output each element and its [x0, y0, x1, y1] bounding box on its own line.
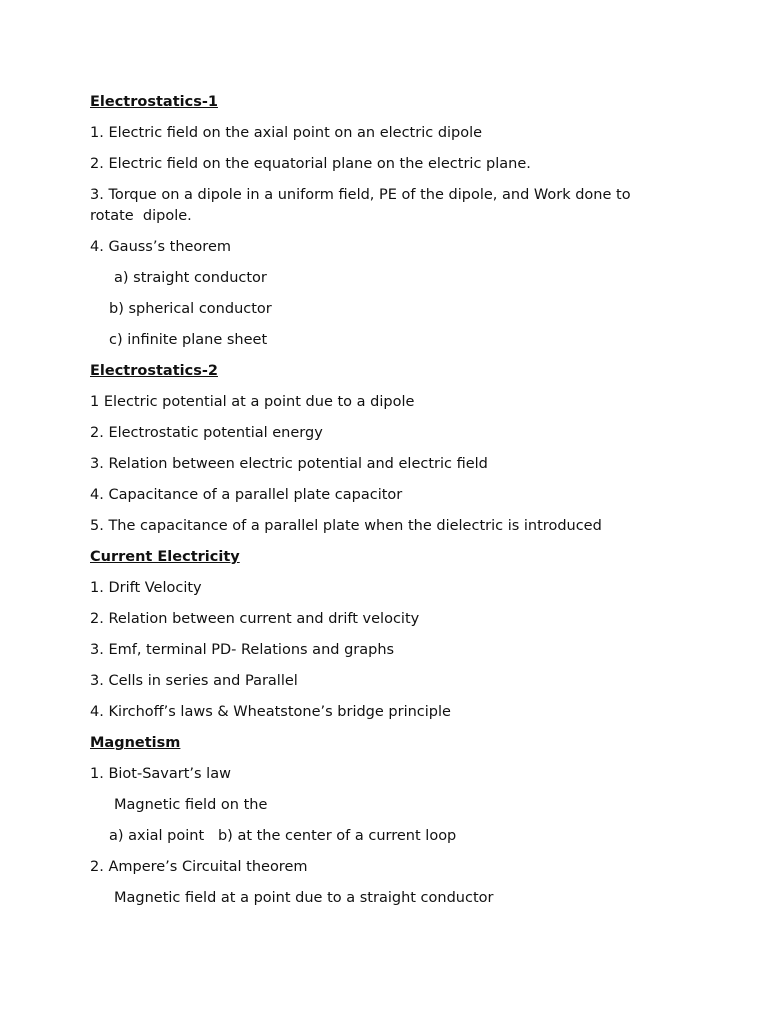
list-item: 2. Ampere’s Circuital theorem	[90, 859, 308, 875]
list-item: 4. Kirchoff’s laws & Wheatstone’s bridge principle	[90, 704, 451, 720]
list-item: 2. Electrostatic potential energy	[90, 425, 323, 441]
list-item: 1. Biot-Savart’s law	[90, 766, 231, 782]
sub-list-item: a) straight conductor	[114, 270, 267, 286]
list-item: 4. Capacitance of a parallel plate capacitor	[90, 487, 403, 503]
section-heading-electrostatics-1: Electrostatics-1	[90, 94, 218, 110]
list-item: 3. Relation between electric potential and electric field	[90, 456, 488, 472]
list-item: 1 Electric potential at a point due to a dipole	[90, 394, 415, 410]
sub-list-item: c) infinite plane sheet	[109, 332, 268, 348]
sub-list-item: Magnetic field at a point due to a straight conductor	[114, 890, 494, 906]
list-item: 2. Electric field on the equatorial plane on the electric plane.	[90, 156, 531, 172]
list-item: 3. Cells in series and Parallel	[90, 673, 298, 689]
list-item: 1. Electric field on the axial point on an electric dipole	[90, 125, 483, 141]
list-item: 2. Relation between current and drift velocity	[90, 611, 420, 627]
section-heading-electrostatics-2: Electrostatics-2	[90, 363, 218, 379]
list-item: 3. Torque on a dipole in a uniform field, PE of the dipole, and Work done to rotate dipole.	[90, 187, 636, 224]
list-item: 5. The capacitance of a parallel plate when the dielectric is introduced	[90, 518, 602, 534]
section-heading-magnetism: Magnetism	[90, 735, 181, 751]
sub-list-item: b) spherical conductor	[109, 301, 272, 317]
section-heading-current-electricity: Current Electricity	[90, 549, 240, 565]
list-item: 1. Drift Velocity	[90, 580, 202, 596]
sub-list-item: Magnetic field on the	[114, 797, 268, 813]
sub-list-item: a) axial point b) at the center of a current loop	[109, 828, 457, 844]
document-page	[90, 92, 670, 919]
list-item: 4. Gauss’s theorem	[90, 239, 231, 255]
list-item: 3. Emf, terminal PD- Relations and graphs	[90, 642, 395, 658]
